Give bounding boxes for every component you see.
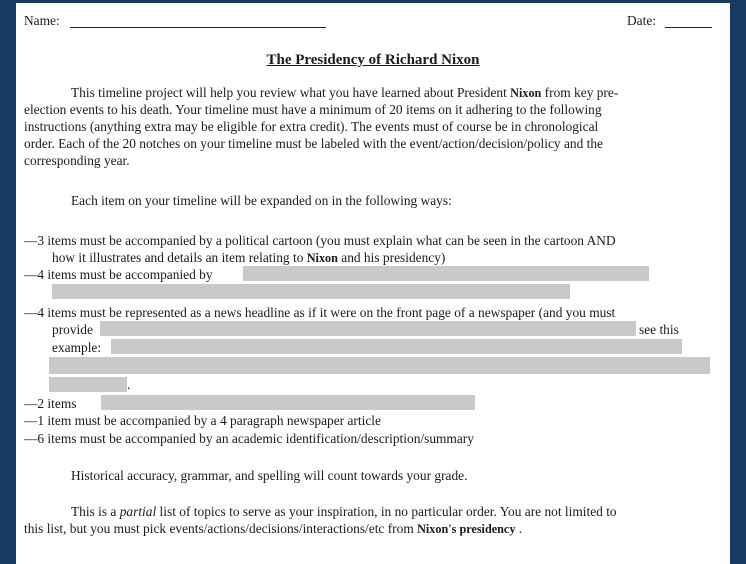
intro-line-3: instructions (anything extra may be eligible for extra credit). The events must of course be in chronological: [24, 119, 599, 134]
item-accompanied: —4 items must be accompanied by: [24, 267, 213, 282]
closing-italic: partial: [119, 504, 157, 519]
closing-text-d: .: [515, 521, 523, 536]
name-field[interactable]: [70, 27, 326, 28]
intro-line-1: [71, 84, 618, 102]
president-name-inline: Nixon: [306, 251, 338, 265]
item-headline-provide: provide: [52, 322, 93, 337]
worksheet-page: [16, 3, 730, 564]
closing-line-2: [24, 520, 522, 538]
redacted-block: [49, 377, 127, 392]
item-two-items: —2 items: [24, 396, 77, 411]
intro-text-1a: This timeline project will help you review what you have learned about President: [71, 85, 511, 100]
item-headline-example: example:: [52, 340, 102, 355]
date-field[interactable]: [665, 27, 712, 28]
closing-president: Nixon's presidency: [417, 522, 516, 536]
item-newspaper-article: —1 item must be accompanied by a 4 paragraph newspaper article: [24, 413, 381, 428]
item-academic-id: —6 items must be accompanied by an academic identification/description/summary: [24, 431, 474, 446]
redacted-block: [243, 266, 649, 281]
expand-intro: Each item on your timeline will be expanded on in the following ways:: [71, 193, 452, 208]
date-label: Date:: [627, 13, 656, 28]
page-title: The Presidency of Richard Nixon: [266, 52, 480, 68]
item-headline-period: .: [127, 377, 131, 392]
item-cartoon-text: how it illustrates and details an item relating to: [52, 250, 307, 265]
closing-text-c: this list, but you must pick events/actions/decisions/interactions/etc from: [24, 521, 418, 536]
item-cartoon-line-2: [52, 249, 445, 267]
redacted-block: [49, 357, 710, 374]
grading-note: Historical accuracy, grammar, and spelling will count towards your grade.: [71, 468, 468, 483]
item-cartoon-tail: and his presidency): [337, 250, 446, 265]
name-label: Name:: [24, 13, 60, 28]
closing-line-1: [71, 503, 617, 520]
intro-line-5: corresponding year.: [24, 153, 130, 168]
intro-line-4: order. Each of the 20 notches on your timeline must be labeled with the event/action/decision/policy and the: [24, 136, 603, 151]
redacted-block: [101, 395, 475, 410]
closing-text-b: list of topics to serve as your inspiration, in no particular order. You are not limited to: [156, 504, 617, 519]
redacted-block: [111, 339, 682, 354]
closing-text-a: This is a: [71, 504, 120, 519]
intro-line-2: election events to his death. Your timeline must have a minimum of 20 items on it adhering to the following: [24, 102, 602, 117]
intro-text-1b: from key pre-: [541, 85, 619, 100]
item-cartoon-line-1: —3 items must be accompanied by a political cartoon (you must explain what can be seen in the cartoon AND: [24, 233, 616, 248]
redacted-block: [52, 284, 570, 299]
item-headline-line-1: —4 items must be represented as a news headline as if it were on the front page of a newspaper (and you must: [24, 305, 616, 320]
president-name: Nixon: [510, 86, 542, 100]
item-headline-see-this: see this: [639, 322, 679, 337]
redacted-block: [100, 321, 636, 336]
